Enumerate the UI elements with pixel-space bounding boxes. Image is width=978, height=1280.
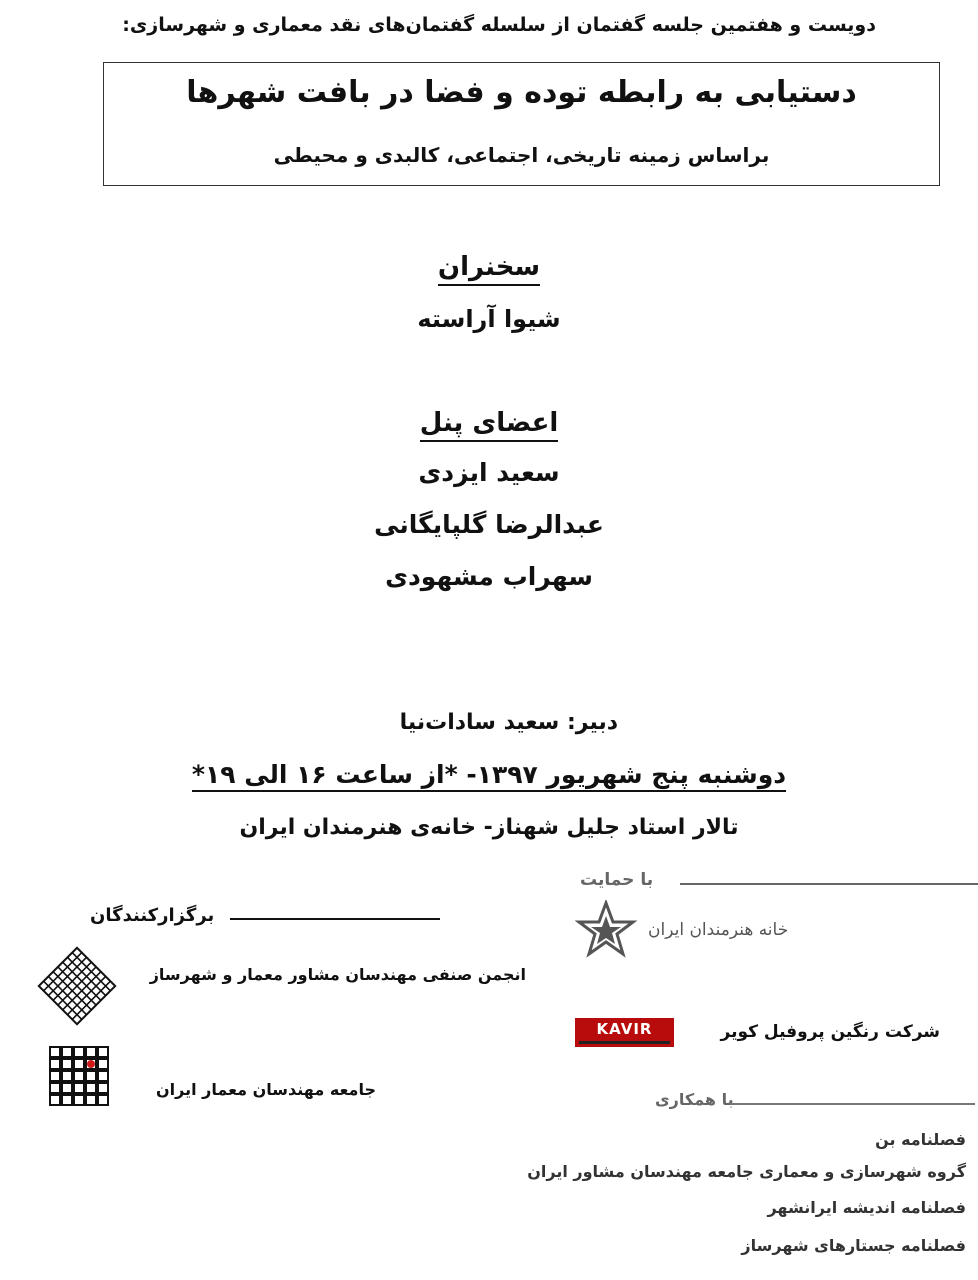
support-label: با حمایت — [580, 870, 654, 890]
collaboration-divider — [730, 1103, 975, 1105]
organizer-name: جامعه مهندسان معمار ایران — [156, 1080, 376, 1099]
panel-heading: اعضای پنل — [420, 408, 559, 442]
kavir-logo-text: KAVIR — [596, 1020, 653, 1038]
organizers-heading: برگزارکنندگان — [90, 905, 215, 926]
event-datetime: دوشنبه پنج شهریور ۱۳۹۷- *از ساعت ۱۶ الی ۱۹* — [192, 760, 786, 792]
artists-house-name: خانه هنرمندان ایران — [648, 920, 789, 940]
star-logo-icon — [575, 900, 637, 962]
organizers-header — [90, 905, 490, 935]
organizer-name: انجمن صنفی مهندسان مشاور معمار و شهرساز — [149, 965, 526, 984]
speaker-heading: سخنران — [438, 252, 540, 286]
kavir-company-name: شرکت رنگین پروفیل کویر — [720, 1022, 940, 1042]
support-divider — [680, 883, 978, 885]
partner-item: فصلنامه بن — [875, 1130, 966, 1149]
collaboration-label: با همکاری — [655, 1090, 734, 1109]
circle-grid-logo-icon — [48, 1045, 110, 1107]
partner-item: گروه شهرسازی و معماری جامعه مهندسان مشاور ایران — [527, 1162, 966, 1181]
event-subtitle: براساس زمینه تاریخی، اجتماعی، کالبدی و محیطی — [273, 143, 770, 167]
datetime-wrap — [0, 760, 978, 792]
speaker-name: شیوا آراسته — [417, 305, 561, 333]
title-box — [103, 62, 940, 186]
panel-member: سهراب مشهودی — [385, 562, 593, 591]
partner-item: فصلنامه اندیشه ایرانشهر — [767, 1198, 966, 1217]
event-title: دستیابی به رابطه توده و فضا در بافت شهرها — [186, 75, 857, 110]
speaker-heading-wrap — [0, 252, 978, 286]
kavir-logo-strip — [579, 1041, 670, 1044]
series-line: دویست و هفتمین جلسه گفتمان از سلسله گفتمان‌های نقد معماری و شهرسازی: — [122, 14, 876, 36]
panel-member: عبدالرضا گلپایگانی — [374, 510, 604, 539]
diamond-grid-logo-icon — [36, 945, 118, 1027]
panel-heading-wrap — [0, 408, 978, 442]
panel-member: سعید ایزدی — [418, 458, 560, 487]
collaboration-header — [655, 1090, 975, 1118]
kavir-logo — [575, 1018, 674, 1047]
moderator: دبیر: سعید سادات‌نیا — [399, 710, 618, 735]
partner-item: فصلنامه جستارهای شهرساز — [741, 1236, 966, 1255]
event-venue: تالار استاد جلیل شهناز- خانه‌ی هنرمندان ایران — [239, 815, 739, 840]
support-header — [580, 870, 978, 900]
organizers-divider — [230, 918, 440, 920]
